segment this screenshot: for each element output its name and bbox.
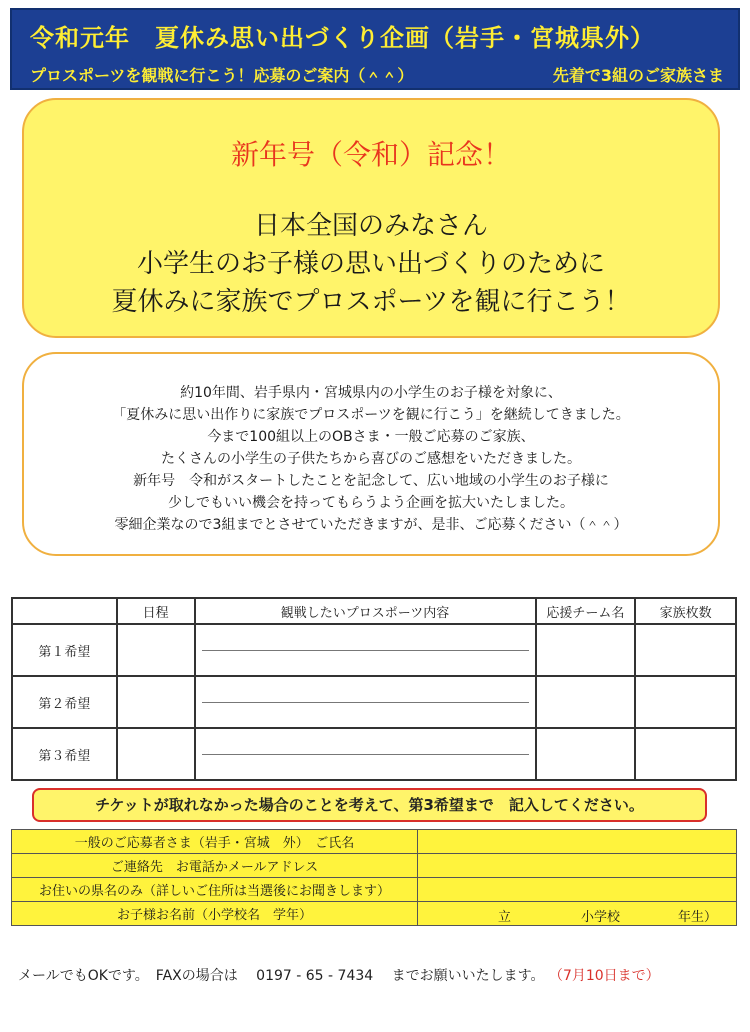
headline-box [22, 98, 720, 338]
schedule-header-date: 日程 [117, 598, 195, 624]
prefecture-label: お住いの県名のみ（詳しいご住所は当選後にお聞きします） [12, 878, 418, 902]
headline-line-1: 日本全国のみなさん [253, 211, 488, 241]
choice-2-date-field[interactable] [117, 676, 195, 728]
schedule-table [11, 597, 737, 781]
schedule-header-sport: 観戦したいプロスポーツ内容 [195, 598, 536, 624]
choice-1-team-field[interactable] [536, 624, 636, 676]
choice-3-team-field[interactable] [536, 728, 636, 780]
schedule-header-blank [12, 598, 117, 624]
child-label: お子様お名前（小学校名 学年） [12, 902, 418, 926]
contact-field[interactable] [418, 854, 737, 878]
headline-title: 新年号（令和）記念！ [230, 138, 511, 171]
intro-line-7: 零細企業なので3組までとさせていただきますが、是非、ご応募ください（＾＾） [114, 517, 628, 533]
intro-line-1: 約10年間、岩手県内・宮城県内の小学生のお子様を対象に、 [180, 385, 562, 401]
table-row [12, 676, 736, 728]
name-field[interactable] [418, 830, 737, 854]
choice-2-team-field[interactable] [536, 676, 636, 728]
header-subtitle-right: 先着で3組のご家族さま [552, 66, 724, 85]
form-row-contact [12, 854, 737, 878]
intro-box [22, 352, 720, 556]
headline-line-2: 小学生のお子様の思い出づくりのために [136, 249, 605, 279]
schedule-header-tickets: 家族枚数 [635, 598, 736, 624]
intro-line-6: 少しでもいい機会を持ってもらうよう企画を拡大いたしました。 [168, 495, 574, 511]
name-label: 一般のご応募者さま（岩手・宮城 外） ご氏名 [12, 830, 418, 854]
table-row [12, 728, 736, 780]
intro-line-2: 「夏休みに思い出作りに家族でプロスポーツを観に行こう」を継続してきました。 [112, 407, 630, 423]
footer-text: メールでもOKです。 FAXの場合は 0197 - 65 - 7434 までお願いいたします。 [18, 968, 545, 984]
contact-label: ご連絡先 お電話かメールアドレス [12, 854, 418, 878]
form-row-name [12, 830, 737, 854]
footer-note [18, 965, 660, 985]
form-row-prefecture [12, 878, 737, 902]
school-suffix-nensei: 年生） [678, 910, 718, 925]
prefecture-field[interactable] [418, 878, 737, 902]
header-title: 令和元年 夏休み思い出づくり企画（岩手・宮城県外） [30, 24, 655, 52]
choice-3-date-field[interactable] [117, 728, 195, 780]
choice-1-date-field[interactable] [117, 624, 195, 676]
school-suffix-ritsu: 立 [498, 910, 512, 925]
intro-line-4: たくさんの小学生の子供たちから喜びのご感想をいただきました。 [161, 451, 581, 467]
choice-label-3: 第３希望 [12, 728, 117, 780]
school-suffix-shogakko: 小学校 [581, 910, 621, 925]
choice-1-sport-field[interactable] [195, 624, 536, 676]
choice-1-tickets-field[interactable] [635, 624, 736, 676]
form-row-child [12, 902, 737, 926]
choice-label-2: 第２希望 [12, 676, 117, 728]
schedule-header-team: 応援チーム名 [536, 598, 636, 624]
guide-line [202, 650, 529, 651]
notice-banner: チケットが取れなかった場合のことを考えて、第3希望まで 記入してください。 [32, 788, 707, 822]
applicant-form [11, 829, 737, 926]
header-subtitle: プロスポーツを観戦に行こう！応募のご案内（＾＾） [30, 66, 414, 85]
child-school-field[interactable] [418, 902, 737, 926]
footer-deadline: （7月10日まで） [548, 968, 660, 984]
intro-line-5: 新年号 令和がスタートしたことを記念して、広い地域の小学生のお子様に [133, 473, 609, 489]
header-banner [10, 8, 740, 90]
intro-line-3: 今まで100組以上のOBさま・一般ご応募のご家族、 [207, 429, 535, 445]
schedule-header-row [12, 598, 736, 624]
choice-label-1: 第１希望 [12, 624, 117, 676]
choice-3-tickets-field[interactable] [635, 728, 736, 780]
choice-2-sport-field[interactable] [195, 676, 536, 728]
guide-line [202, 702, 529, 703]
table-row [12, 624, 736, 676]
guide-line [202, 754, 529, 755]
choice-2-tickets-field[interactable] [635, 676, 736, 728]
choice-3-sport-field[interactable] [195, 728, 536, 780]
headline-line-3: 夏休みに家族でプロスポーツを観に行こう！ [111, 287, 631, 317]
